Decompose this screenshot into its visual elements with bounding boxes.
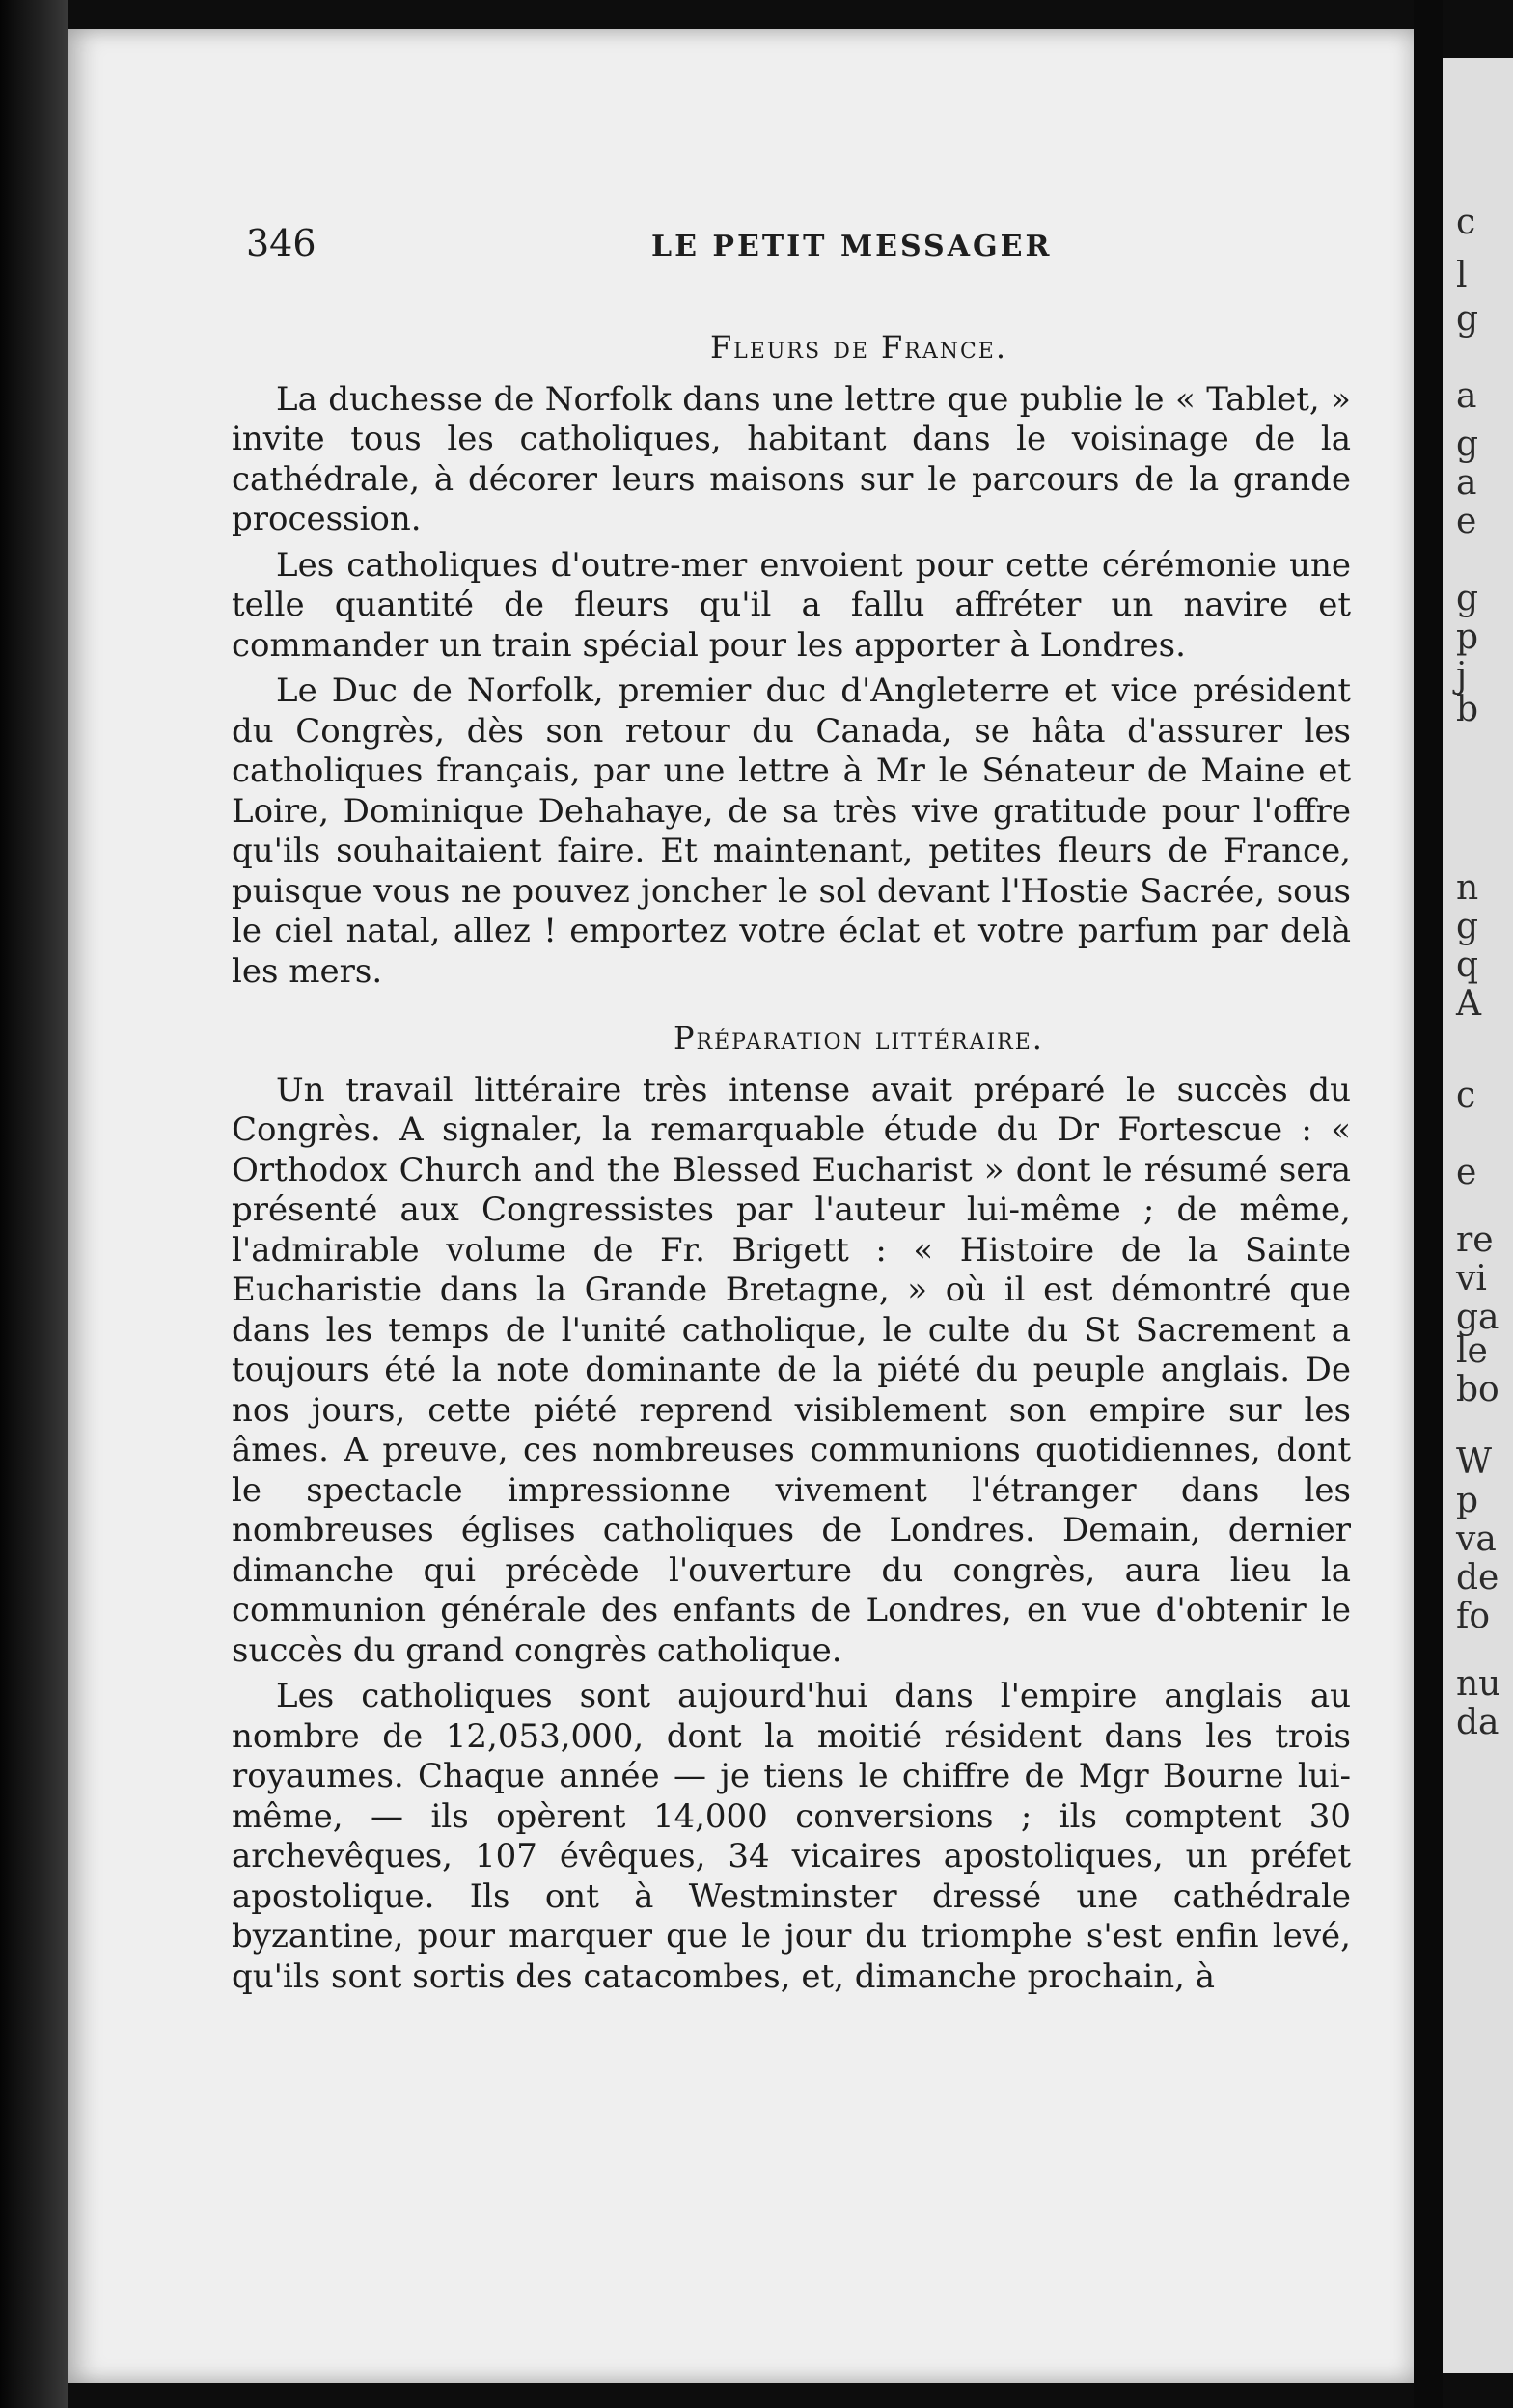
- paragraph: Les catholiques d'outre-mer envoient pour cette cérémonie une telle quantité de fleurs qu'il a fallu affréter un navire et commander un train spécial pour les apporter à Londres.: [232, 545, 1351, 665]
- facing-fragment: p: [1456, 617, 1479, 657]
- facing-fragment: g: [1456, 424, 1479, 464]
- page-number: 346: [246, 222, 316, 264]
- facing-fragment: le: [1456, 1331, 1488, 1371]
- facing-page-edge: [1443, 58, 1513, 2373]
- facing-fragment: a: [1456, 463, 1477, 503]
- running-head: [246, 222, 1336, 280]
- binding-edge: [0, 0, 68, 2408]
- section-heading-fleurs: Fleurs de France.: [709, 329, 1008, 366]
- facing-fragment: p: [1456, 1481, 1479, 1520]
- paragraph: Un travail littéraire très intense avait préparé le succès du Congrès. A signaler, la remarquable étude du Dr Fortescue : « Orthodox Church and the Blessed Eucharist » dont le résumé sera présenté aux Congressistes par l'auteur lui-même ; de même, l'admirable volume de Fr. Brigett : « Histoire de la Sainte Eucharistie dans la Grande Bretagne, » où il est démontré que dans les temps de l'unité catholique, le culte du St Sacrement a toujours été la note dominante de la piété du peuple anglais. De nos jours, cette piété reprend visiblement son empire sur les âmes. A preuve, ces nombreuses communions quotidiennes, dont le spectacle impressionne vivement l'étranger dans les nombreuses églises catholiques de Londres. Demain, dernier dimanche qui précède l'ouverture du congrès, aura lieu la communion générale des enfants de Londres, en vue d'obtenir le succès du grand congrès catholique.: [232, 1070, 1351, 1670]
- facing-fragment: a: [1456, 376, 1477, 416]
- paragraph: Les catholiques sont aujourd'hui dans l'empire anglais au nombre de 12,053,000, dont la moitié résident dans les trois royaumes. Chaque année — je tiens le chiffre de Mgr Bourne lui-même, — ils opèrent 14,000 conversions ; ils comptent 30 archevêques, 107 évêques, 34 vicaires apostoliques, un préfet apostolique. Ils ont à Westminster dressé une cathédrale byzantine, pour marquer que le jour du triomphe s'est enfin levé, qu'ils sont sortis des catacombes, et, dimanche prochain, à: [232, 1677, 1351, 1996]
- paragraph: La duchesse de Norfolk dans une lettre que publie le « Tablet, » invite tous les catholiques, habitant dans le voisinage de la cathédrale, à décorer leurs maisons sur le parcours de la grande procession.: [232, 379, 1351, 538]
- facing-fragment: nu: [1456, 1664, 1501, 1704]
- journal-title: LE PETIT MESSAGER: [651, 230, 1053, 263]
- facing-fragment: q: [1456, 945, 1479, 985]
- facing-fragment: da: [1456, 1703, 1499, 1742]
- section-heading-preparation: Préparation littéraire.: [674, 1020, 1044, 1056]
- facing-fragment: l: [1456, 256, 1468, 295]
- facing-fragment: b: [1456, 690, 1479, 729]
- facing-fragment: va: [1456, 1519, 1497, 1559]
- facing-fragment: ga: [1456, 1298, 1499, 1337]
- facing-fragment: bo: [1456, 1370, 1499, 1409]
- facing-fragment: e: [1456, 502, 1477, 541]
- facing-fragment: g: [1456, 299, 1479, 339]
- facing-fragment: vi: [1456, 1259, 1487, 1299]
- facing-fragment: c: [1456, 1076, 1476, 1115]
- facing-fragment: fo: [1456, 1597, 1490, 1636]
- facing-fragment: g: [1456, 907, 1479, 946]
- paragraph: Le Duc de Norfolk, premier duc d'Angleterre et vice président du Congrès, dès son retour du Canada, se hâta d'assurer les catholiques français, par une lettre à Mr le Sénateur de Maine et Loire, Dominique Dehahaye, de sa très vive gratitude pour l'offre qu'ils souhaitaient faire. Et maintenant, petites fleurs de France, puisque vous ne pouvez joncher le sol devant l'Hostie Sacrée, sous le ciel natal, allez ! emportez votre éclat et votre parfum par delà les mers.: [232, 671, 1351, 991]
- facing-fragment: e: [1456, 1153, 1477, 1192]
- facing-fragment: de: [1456, 1558, 1499, 1598]
- facing-fragment: A: [1456, 984, 1481, 1024]
- facing-fragment: g: [1456, 579, 1479, 618]
- facing-fragment: j: [1456, 656, 1468, 696]
- page-gutter: [1414, 0, 1443, 2408]
- page-body: [232, 328, 1351, 2003]
- facing-fragment: c: [1456, 203, 1476, 242]
- facing-fragment: n: [1456, 868, 1479, 908]
- facing-fragment: re: [1456, 1220, 1494, 1260]
- facing-fragment: W: [1456, 1442, 1493, 1482]
